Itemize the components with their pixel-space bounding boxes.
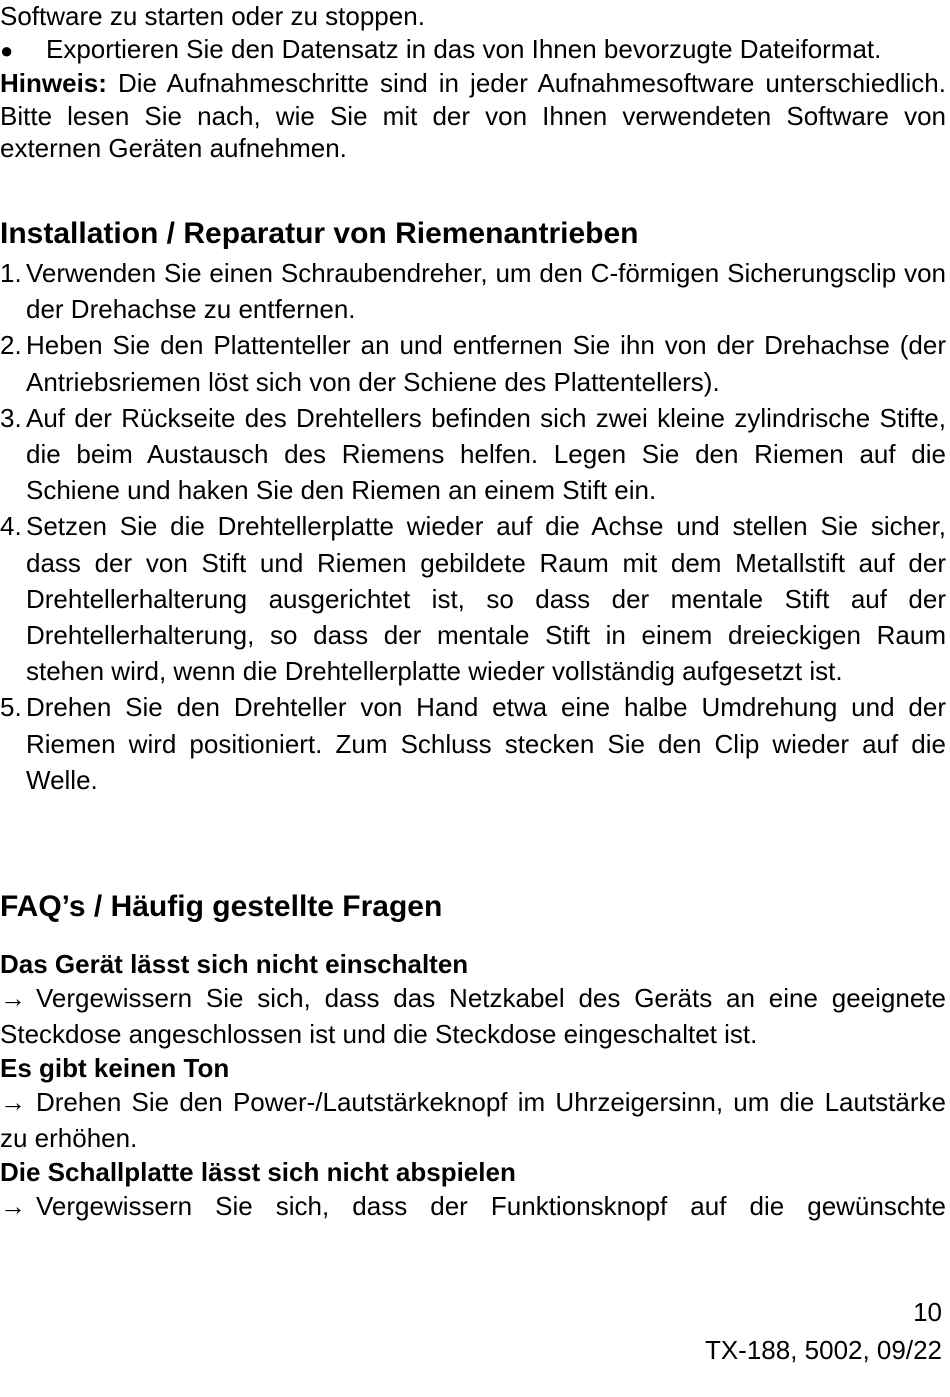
- installation-step: [0, 508, 946, 689]
- faq-section: [0, 890, 946, 1224]
- installation-step: [0, 689, 946, 798]
- step-number: 3.: [0, 402, 22, 433]
- faq-question: Die Schallplatte lässt sich nicht abspielen: [0, 1157, 516, 1187]
- faq-answer: [0, 980, 946, 1052]
- step-number: 4.: [0, 511, 22, 542]
- page-number: 10: [913, 1297, 942, 1327]
- bullet-icon: ●: [0, 37, 14, 63]
- hint-label: Hinweis:: [0, 68, 107, 98]
- step-number: 1.: [0, 258, 22, 288]
- faq-item: [0, 1156, 946, 1224]
- step-text: Heben Sie den Plattenteller an und entfernen Sie ihn von der Drehachse (der Antriebsriemen löst sich von der Schiene des Plattentellers).: [26, 330, 946, 397]
- faq-answer-text: Vergewissern Sie sich, dass das Netzkabel des Geräts an eine geeignete Steckdose angeschlossen ist und die Steckdose eingeschaltet ist.: [0, 983, 946, 1049]
- bullet-paragraph: [0, 33, 946, 68]
- step-text: Setzen Sie die Drehtellerplatte wieder auf die Achse und stellen Sie sicher, dass der von Stift und Riemen gebildete Raum mit dem Metallstift auf der Drehtellerhalterung ausgerichtet ist, so dass der mentale Stift auf der Drehtellerhalterung, so dass der mentale Stift in einem dreieckigen Raum stehen wird, wenn die Drehtellerplatte wieder vollständig aufgesetzt ist.: [26, 511, 946, 687]
- hint-text: Die Aufnahmeschritte sind in jeder Aufnahmesoftware unterschiedlich. Bitte lesen Sie nach, wie Sie mit der von Ihnen verwendeten Software von externen Geräten aufnehmen.: [0, 68, 946, 163]
- installation-step: [0, 400, 946, 509]
- faq-heading: FAQ’s / Häufig gestellte Fragen: [0, 890, 443, 923]
- intro-line: Software zu starten oder zu stoppen.: [0, 1, 425, 31]
- step-number: 2.: [0, 330, 22, 361]
- installation-section: [0, 217, 946, 798]
- faq-question: Es gibt keinen Ton: [0, 1053, 230, 1083]
- step-number: 5.: [0, 692, 22, 723]
- faq-answer: [0, 1188, 946, 1224]
- faq-answer-text: Vergewissern Sie sich, dass der Funktionsknopf auf die gewünschte: [36, 1191, 946, 1221]
- faq-answer: [0, 1084, 946, 1156]
- faq-question: Das Gerät lässt sich nicht einschalten: [0, 949, 469, 979]
- faq-item: [0, 948, 946, 1052]
- arrow-right-icon: →: [0, 983, 26, 1013]
- bullet-text: Exportieren Sie den Datensatz in das von Ihnen bevorzugte Dateiformat.: [46, 33, 882, 64]
- installation-step: [0, 327, 946, 399]
- installation-step: [0, 255, 946, 327]
- installation-heading: Installation / Reparatur von Riemenantrieben: [0, 217, 639, 250]
- hint-paragraph: [0, 67, 946, 165]
- step-text: Drehen Sie den Drehteller von Hand etwa eine halbe Umdrehung und der Riemen wird positioniert. Zum Schluss stecken Sie den Clip wieder auf die Welle.: [26, 692, 946, 795]
- model-info: TX-188, 5002, 09/22: [704, 1335, 942, 1365]
- installation-steps: [0, 255, 946, 798]
- intro-section: [0, 0, 946, 165]
- faq-item: [0, 1052, 946, 1156]
- arrow-right-icon: →: [0, 1191, 26, 1221]
- faq-answer-text: Drehen Sie den Power-/Lautstärkeknopf im Uhrzeigersinn, um die Lautstärke zu erhöhen.: [0, 1087, 946, 1153]
- arrow-right-icon: →: [0, 1087, 26, 1117]
- step-text: Verwenden Sie einen Schraubendreher, um den C-förmigen Sicherungsclip von der Drehachse zu entfernen.: [26, 258, 946, 325]
- step-text: Auf der Rückseite des Drehtellers befinden sich zwei kleine zylindrische Stifte, die beim Austausch des Riemens helfen. Legen Sie den Riemen auf die Schiene und haken Sie den Riemen an einem Stift ein.: [26, 402, 946, 506]
